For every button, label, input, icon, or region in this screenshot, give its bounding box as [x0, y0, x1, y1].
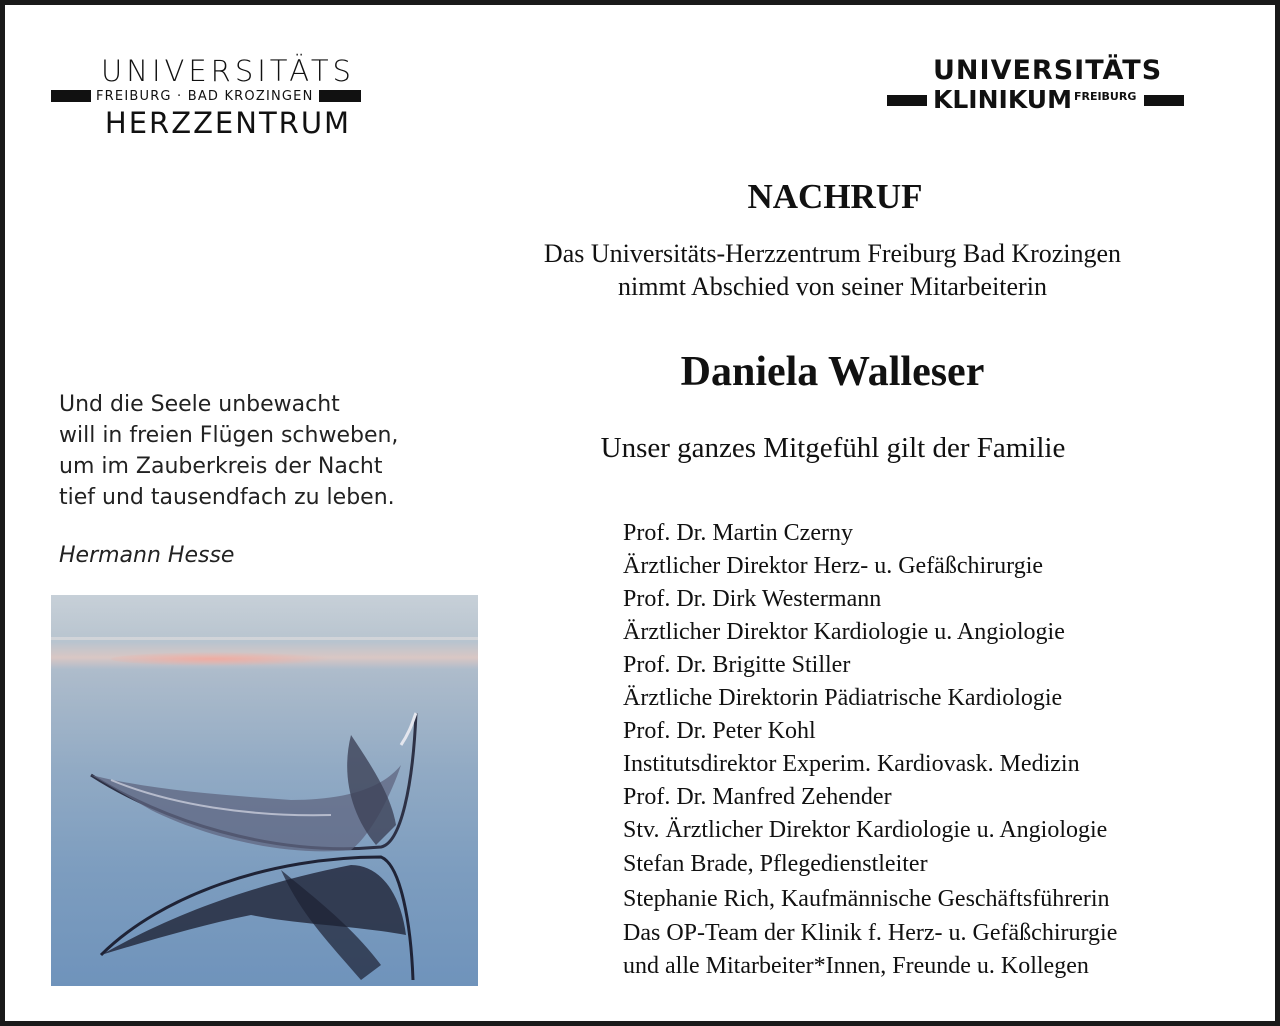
signer-entry [623, 847, 1273, 882]
signer-entry [623, 517, 1273, 583]
signer-name: Prof. Dr. Dirk Westermann [623, 586, 882, 612]
signer-entry [623, 715, 1273, 781]
signer-title: Ärztliche Direktorin Pädiatrische Kardiologie [623, 685, 1063, 711]
logo-right-bar-row [887, 87, 1241, 113]
intro-line: nimmt Abschied von seiner Mitarbeiterin [618, 272, 1047, 301]
poem [59, 389, 439, 513]
signer-entry [623, 649, 1273, 715]
logo-left-bar [51, 90, 91, 102]
signer-entry [623, 781, 1273, 847]
logo-right-line1: UNIVERSITÄTS [933, 55, 1163, 86]
signer-title: Ärztlicher Direktor Herz- u. Gefäßchirurgie [623, 553, 1044, 579]
intro-line: Das Universitäts-Herzzentrum Freiburg Bad Krozingen [543, 239, 1122, 268]
signer-title: Stv. Ärztlicher Direktor Kardiologie u. Angiologie [623, 817, 1108, 843]
herzzentrum-logo [51, 55, 405, 140]
poem-author: Hermann Hesse [59, 543, 235, 568]
feather-image [51, 595, 478, 986]
signer-name: Prof. Dr. Peter Kohl [623, 718, 816, 744]
signer-name: Stephanie Rich, Kaufmännische Geschäftsführerin [623, 886, 1110, 912]
signer-entry [623, 917, 1273, 983]
signers-list [623, 517, 1273, 983]
signer-title: und alle Mitarbeiter*Innen, Freunde u. Kollegen [623, 953, 1089, 979]
signer-name: Prof. Dr. Martin Czerny [623, 520, 853, 546]
logo-right-bar [1144, 95, 1184, 106]
signer-title: Ärztlicher Direktor Kardiologie u. Angiologie [623, 619, 1065, 645]
logo-left-line1: UNIVERSITÄTS [101, 54, 355, 88]
signer-name: Stefan Brade, Pflegedienstleiter [623, 851, 928, 877]
logo-right-bar [887, 95, 927, 106]
logo-right-line2: KLINIKUM [933, 85, 1072, 114]
feather-illustration [51, 595, 478, 986]
sympathy-line: Unser ganzes Mitgefühl gilt der Familie [600, 432, 1066, 464]
deceased-name: Daniela Walleser [680, 349, 985, 395]
notice-heading: NACHRUF [747, 177, 923, 216]
poem-line: tief und tausendfach zu leben. [59, 485, 395, 510]
signer-entry [623, 583, 1273, 649]
logo-left-bar [319, 90, 361, 102]
poem-line: um im Zauberkreis der Nacht [59, 454, 383, 479]
signer-title: Institutsdirektor Experim. Kardiovask. Medizin [623, 751, 1080, 777]
signer-name: Prof. Dr. Manfred Zehender [623, 784, 892, 810]
poem-line: will in freien Flügen schweben, [59, 423, 399, 448]
signer-name: Prof. Dr. Brigitte Stiller [623, 652, 851, 678]
logo-right-line2-small: FREIBURG [1073, 90, 1137, 103]
poem-line: Und die Seele unbewacht [59, 392, 340, 417]
logo-left-line2: FREIBURG · BAD KROZINGEN [96, 88, 314, 104]
logo-left-line3: HERZZENTRUM [104, 106, 352, 140]
logo-left-bar-row [51, 88, 405, 104]
signer-entry [623, 882, 1273, 917]
signer-name: Das OP-Team der Klinik f. Herz- u. Gefäßchirurgie [623, 920, 1118, 946]
notice-intro [465, 237, 1200, 303]
klinikum-logo [887, 55, 1241, 113]
